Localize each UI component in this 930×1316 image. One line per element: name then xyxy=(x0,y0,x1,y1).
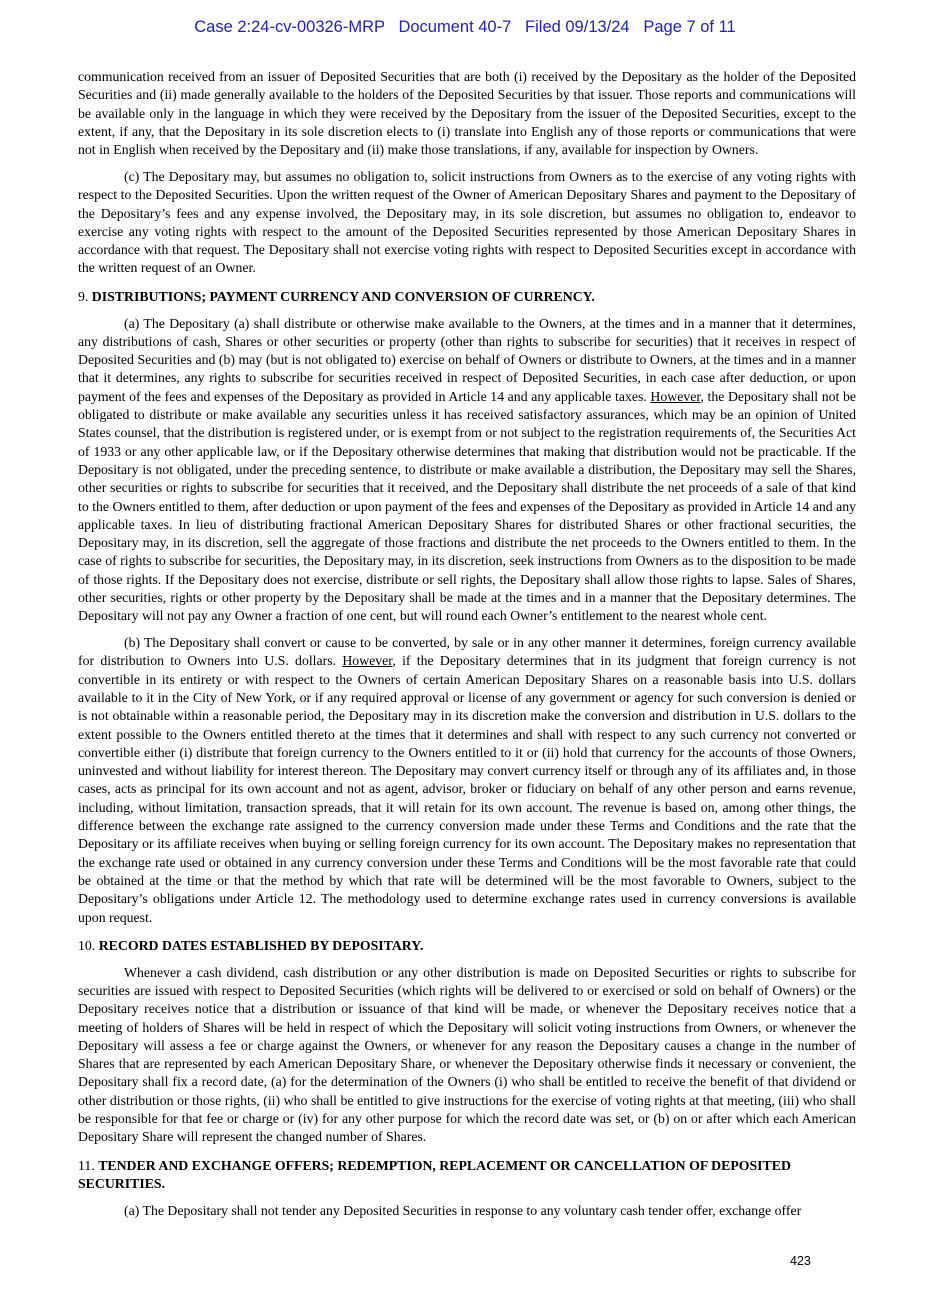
text-run: (a) The Depositary (a) shall distribute or otherwise make available to the Owners, at the times and in a manner that it determines, any distributions of cash, Shares or other securities or property (other than rights to subscribe for securities) that it receives in respect of Deposited Securities and (b) may (but is not obligated to) exercise on behalf of Owners or distribute to Owners, at the times and in a manner that it determines, any rights to subscribe for securities received in respect of Deposited Securities, in each case after deduction, or upon payment of the fees and expenses of the Depositary as provided in Article 14 and any applicable taxes. xyxy=(78,315,856,404)
document-body xyxy=(78,68,856,1229)
section-number: 9. xyxy=(78,288,92,304)
page-number: 423 xyxy=(790,1254,811,1268)
text-run: Whenever a cash dividend, cash distribution or any other distribution is made on Deposited Securities or rights to subscribe for securities are issued with respect to Deposited Securities (which rights will be delivered to or exercised or sold on behalf of Owners) or the Depositary receives notice that a distribution or issuance of that kind will be made, or whenever the Depositary receives notice that a meeting of holders of Shares will be held in respect of which the Depositary will solicit voting instructions from Owners, or whenever the Depositary will assess a fee or charge against the Owners, or whenever for any reason the Depositary causes a change in the number of Shares that are represented by each American Depositary Share, or whenever the Depositary otherwise finds it necessary or convenient, the Depositary shall fix a record date, (a) for the determination of the Owners (i) who shall be entitled to receive the benefit of that dividend or other distribution or those rights, (ii) who shall be entitled to give instructions for the exercise of voting rights at that meeting, (iii) who shall be responsible for that fee or charge or (iv) for any other purpose for which the record date was set, or (b) on or after which each American Depositary Share will represent the changed number of Shares. xyxy=(78,964,856,1145)
section-number: 11. xyxy=(78,1157,99,1173)
text-run: , the Depositary shall not be obligated to distribute or make available any securities unless it has received satisfactory assurances, which may be an opinion of United States counsel, that the distribution is registered under, or is exempt from or not subject to the registration requirements of, the Securities Act of 1933 or any other applicable law, or if the Depositary otherwise determines that making that distribution would not be practicable. If the Depositary is not obligated, under the preceding sentence, to distribute or make available a distribution, the Depositary may sell the Shares, other securities or rights to subscribe for securities that it received, and the Depositary shall distribute the net proceeds of a sale of that kind to the Owners entitled to them, after deduction or upon payment of the fees and expenses of the Depositary as provided in Article 14 and any applicable taxes. In lieu of distributing fractional American Depositary Shares for distributed Shares or other fractional securities, the Depositary may, in its discretion, sell the aggregate of those fractions and distribute the net proceeds to the Owners entitled to them. In the case of rights to subscribe for securities, the Depositary may, in its discretion, seek instructions from Owners as to the disposition to be made of those rights. If the Depositary does not exercise, distribute or sell rights, the Depositary shall allow those rights to lapse. Sales of Shares, other securities, rights or other property by the Depositary shall be made at the times and in a manner that the Depositary determines. The Depositary will not pay any Owner a fraction of one cent, but will round each Owner’s entitlement to the nearest whole cent. xyxy=(78,388,856,624)
section-title: RECORD DATES ESTABLISHED BY DEPOSITARY. xyxy=(98,937,424,953)
section-title: TENDER AND EXCHANGE OFFERS; REDEMPTION, REPLACEMENT OR CANCELLATION OF DEPOSITED SECURITIES. xyxy=(78,1157,791,1191)
paragraph xyxy=(78,1202,856,1220)
paragraph xyxy=(78,964,856,1147)
section-number: 10. xyxy=(78,937,99,953)
underlined-text: However xyxy=(650,388,701,404)
text-run: (c) The Depositary may, but assumes no obligation to, solicit instructions from Owners as to the exercise of any voting rights with respect to the Deposited Securities. Upon the written request of the Owner of American Depositary Shares and payment to the Depositary of the Depositary’s fees and any expense involved, the Depositary may, in its sole discretion, but assumes no obligation to, endeavor to exercise any voting rights with respect to the amount of the Deposited Securities represented by those American Depositary Shares in accordance with that request. The Depositary shall not exercise voting rights with respect to Deposited Securities except in accordance with the written request of an Owner. xyxy=(78,168,856,276)
text-run: (b) The Depositary shall convert or cause to be converted, by sale or in any other manner it determines, foreign currency available for distribution to Owners into U.S. dollars. xyxy=(78,635,856,669)
section-title: DISTRIBUTIONS; PAYMENT CURRENCY AND CONVERSION OF CURRENCY. xyxy=(91,288,595,304)
text-run: , if the Depositary determines that in its judgment that foreign currency is not convertible in its entirety or with respect to the Owners of certain American Depositary Shares on a reasonable basis into U.S. dollars available to it in the City of New York, or if any required approval or license of any government or agency for such conversion is denied or is not obtainable within a reasonable period, the Depositary may in its discretion make the conversion and distribution in U.S. dollars to the extent possible to the Owners entitled thereto at the times that it determines and shall with respect to any such currency not converted or convertible either (i) distribute that foreign currency to the Owners entitled to it or (ii) hold that currency for the accounts of those Owners, uninvested and without liability for interest thereon. The Depositary may convert currency itself or through any of its affiliates and, in those cases, acts as principal for its own account and not as agent, advisor, broker or fiduciary on behalf of any other person and earns revenue, including, without limitation, transaction spreads, that it will retain for its own account. The revenue is based on, among other things, the difference between the exchange rate assigned to the currency conversion made under these Terms and Conditions and the rate that the Depositary or its affiliate receives when buying or selling foreign currency for its own account. The Depositary makes no representation that the exchange rate used or obtained in any currency conversion under these Terms and Conditions will be the most favorable rate that could be obtained at the time or that the method by which that rate will be determined will be the most favorable to Owners, subject to the Depositary’s obligations under Article 12. The methodology used to determine exchange rates used in currency conversions is available upon request. xyxy=(78,653,856,925)
section-heading xyxy=(78,1157,856,1194)
paragraph xyxy=(78,68,856,159)
paragraph xyxy=(78,168,856,278)
case-header: Case 2:24-cv-00326-MRP Document 40-7 Filed 09/13/24 Page 7 of 11 xyxy=(194,18,736,36)
text-run: communication received from an issuer of Deposited Securities that are both (i) received by the Depositary as the holder of the Deposited Securities and (ii) made generally available to the holders of the Deposited Securities by that issuer. Those reports and communications will be available only in the language in which they were received by the Depositary from the issuer of the Deposited Securities, except to the extent, if any, that the Depositary in its sole discretion elects to (i) translate into English any of those reports or communications that were not in English when received by the Depositary and (ii) make those translations, if any, available for inspection by Owners. xyxy=(78,69,856,158)
section-heading xyxy=(78,937,856,955)
text-run: (a) The Depositary shall not tender any Deposited Securities in response to any voluntary cash tender offer, exchange offer xyxy=(124,1202,802,1218)
underlined-text: However xyxy=(342,653,393,669)
section-heading xyxy=(78,288,856,306)
paragraph xyxy=(78,315,856,626)
paragraph xyxy=(78,634,856,927)
